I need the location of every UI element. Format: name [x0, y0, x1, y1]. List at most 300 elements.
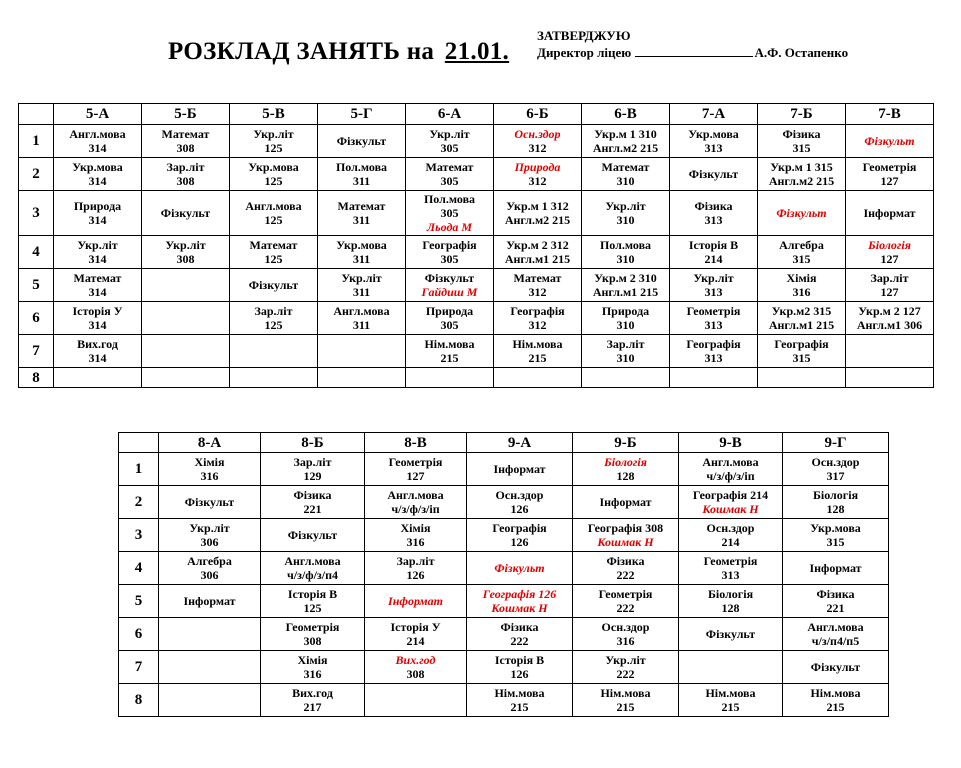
class-header: 5-Г	[318, 104, 406, 125]
lesson-text: 316	[616, 634, 635, 648]
lesson-cell	[230, 158, 318, 191]
lesson-text: Пол.мова	[423, 192, 476, 206]
lesson-text: 127	[880, 174, 899, 188]
lesson-cell	[54, 125, 142, 158]
lesson-text: 127	[880, 285, 899, 299]
class-header: 7-В	[846, 104, 934, 125]
lesson-cell	[758, 335, 846, 368]
lesson-cell	[365, 486, 467, 519]
lesson-text: Фізкульт	[864, 134, 915, 148]
lesson-text: 314	[88, 318, 107, 332]
lesson-text: Біологія	[868, 238, 911, 252]
lesson-text: Історія У	[72, 304, 123, 318]
lesson-cell	[261, 618, 365, 651]
class-header: 8-Б	[261, 433, 365, 453]
corner-cell	[119, 433, 159, 453]
lesson-text: Англ.мова	[807, 620, 864, 634]
lesson-text: Фізкульт	[776, 206, 827, 220]
lesson-number: 8	[119, 684, 159, 717]
lesson-text: Геометрія	[686, 304, 741, 318]
lesson-text: Англ.мова	[333, 304, 390, 318]
lesson-cell	[573, 684, 679, 717]
lesson-text: Укр.м 2 310	[594, 271, 657, 285]
lesson-cell	[494, 125, 582, 158]
lesson-text: Укр.мова	[336, 238, 387, 252]
corner-cell	[19, 104, 54, 125]
lesson-text: 128	[826, 502, 845, 516]
lesson-cell	[670, 335, 758, 368]
lesson-text: 312	[528, 285, 547, 299]
lesson-cell	[846, 191, 934, 236]
lesson-cell	[261, 651, 365, 684]
lesson-text: Льода М	[426, 220, 473, 234]
lesson-text: Фізкульт	[705, 627, 756, 641]
lesson-cell	[573, 486, 679, 519]
lesson-row	[19, 125, 934, 158]
lesson-text: Географія	[510, 304, 565, 318]
lesson-row	[19, 269, 934, 302]
lesson-text: Природа	[425, 304, 474, 318]
lesson-text: 306	[200, 535, 219, 549]
lesson-text: Геометрія	[388, 455, 443, 469]
lesson-text: Укр.мова	[688, 127, 739, 141]
lesson-cell	[54, 236, 142, 269]
lesson-text: Англ.м2 215	[592, 141, 659, 155]
lesson-text: Геометрія	[598, 587, 653, 601]
lesson-text: 129	[303, 469, 322, 483]
lesson-cell	[365, 651, 467, 684]
class-header: 7-А	[670, 104, 758, 125]
lesson-text: Геометрія	[862, 160, 917, 174]
lesson-cell	[261, 684, 365, 717]
lesson-text: 214	[721, 535, 740, 549]
lesson-text: 126	[510, 535, 529, 549]
lesson-text: Осн.здор	[514, 127, 561, 141]
lesson-text: 314	[88, 213, 107, 227]
lesson-cell	[159, 486, 261, 519]
lesson-cell	[406, 302, 494, 335]
lesson-cell	[142, 269, 230, 302]
lesson-cell	[159, 585, 261, 618]
lesson-row	[119, 618, 889, 651]
lesson-text: 316	[792, 285, 811, 299]
lesson-cell	[142, 335, 230, 368]
lesson-row	[119, 486, 889, 519]
lesson-text: Англ.мова	[702, 455, 759, 469]
lesson-text: 222	[616, 667, 635, 681]
lesson-cell	[670, 236, 758, 269]
lesson-cell	[54, 302, 142, 335]
lesson-cell	[318, 236, 406, 269]
lesson-text: Зар.літ	[870, 271, 909, 285]
lesson-cell	[467, 618, 573, 651]
lesson-cell	[783, 618, 889, 651]
lesson-cell	[318, 269, 406, 302]
lesson-cell	[318, 191, 406, 236]
lesson-row	[19, 236, 934, 269]
lesson-text: 316	[200, 469, 219, 483]
lesson-text: Інформат	[388, 594, 443, 608]
lesson-cell	[467, 651, 573, 684]
lesson-number: 3	[19, 191, 54, 236]
lesson-text: Укр.літ	[189, 521, 230, 535]
lesson-cell	[783, 684, 889, 717]
lesson-cell	[670, 368, 758, 388]
lesson-cell	[142, 302, 230, 335]
lesson-cell	[365, 618, 467, 651]
lesson-cell	[365, 519, 467, 552]
lesson-text: Кошмак Н	[702, 502, 759, 516]
lesson-text: Укр.мова	[810, 521, 861, 535]
lesson-text: Укр.м 1 312	[506, 199, 569, 213]
lesson-cell	[783, 585, 889, 618]
lesson-cell	[670, 302, 758, 335]
lesson-text: 125	[264, 252, 283, 266]
lesson-text: Фізкульт	[160, 206, 211, 220]
lesson-cell	[318, 302, 406, 335]
lesson-text: 311	[352, 174, 371, 188]
schedule-table-grades-5-7	[18, 103, 934, 388]
lesson-number: 2	[19, 158, 54, 191]
lesson-cell	[783, 453, 889, 486]
lesson-cell	[679, 651, 783, 684]
lesson-cell	[230, 269, 318, 302]
lesson-cell	[783, 519, 889, 552]
lesson-text: Нім.мова	[512, 337, 563, 351]
lesson-text: 310	[616, 213, 635, 227]
lesson-text: Фізика	[606, 554, 645, 568]
approval-block	[537, 27, 848, 61]
lesson-text: 312	[528, 318, 547, 332]
schedule-table-grades-8-9	[118, 432, 889, 717]
lesson-text: Математ	[73, 271, 122, 285]
lesson-text: Фізика	[694, 199, 733, 213]
lesson-text: Інформат	[809, 561, 862, 575]
lesson-text: Геометрія	[703, 554, 758, 568]
lesson-cell	[582, 269, 670, 302]
lesson-text: Вих.год	[395, 653, 436, 667]
lesson-cell	[494, 158, 582, 191]
lesson-cell	[406, 191, 494, 236]
lesson-cell	[582, 302, 670, 335]
lesson-cell	[494, 236, 582, 269]
page-title	[168, 38, 509, 66]
lesson-cell	[494, 368, 582, 388]
lesson-text: 316	[303, 667, 322, 681]
lesson-row	[119, 519, 889, 552]
lesson-cell	[679, 453, 783, 486]
lesson-text: Нім.мова	[705, 686, 756, 700]
lesson-text: 308	[176, 252, 195, 266]
lesson-text: Гайдиш М	[421, 285, 478, 299]
lesson-cell	[365, 552, 467, 585]
lesson-cell	[846, 302, 934, 335]
lesson-text: Геометрія	[285, 620, 340, 634]
lesson-text: 305	[440, 174, 459, 188]
lesson-text: Математ	[513, 271, 562, 285]
lesson-text: Історія В	[287, 587, 338, 601]
lesson-text: Нім.мова	[424, 337, 475, 351]
lesson-text: Історія В	[494, 653, 545, 667]
lesson-text: 127	[880, 252, 899, 266]
lesson-text: 128	[721, 601, 740, 615]
lesson-text: Англ.м2 215	[768, 174, 835, 188]
lesson-text: 126	[510, 502, 529, 516]
lesson-text: 314	[88, 351, 107, 365]
lesson-text: 313	[704, 285, 723, 299]
lesson-cell	[582, 191, 670, 236]
lesson-text: Географія 214	[692, 488, 769, 502]
lesson-text: Фізика	[782, 127, 821, 141]
lesson-cell	[159, 618, 261, 651]
lesson-text: Фізкульт	[287, 528, 338, 542]
lesson-cell	[230, 368, 318, 388]
lesson-text: Осн.здор	[706, 521, 755, 535]
lesson-text: Алгебра	[187, 554, 232, 568]
lesson-number: 1	[119, 453, 159, 486]
lesson-number: 1	[19, 125, 54, 158]
lesson-text: Англ.мова	[69, 127, 126, 141]
lesson-text: Пол.мова	[599, 238, 652, 252]
lesson-row	[19, 158, 934, 191]
lesson-text: Біологія	[812, 488, 859, 502]
lesson-row	[19, 191, 934, 236]
lesson-cell	[467, 453, 573, 486]
lesson-text: 215	[528, 351, 547, 365]
lesson-text: Кошмак Н	[597, 535, 654, 549]
lesson-cell	[230, 125, 318, 158]
lesson-cell	[573, 585, 679, 618]
lesson-text: 128	[616, 469, 635, 483]
lesson-text: 305	[440, 252, 459, 266]
lesson-cell	[467, 684, 573, 717]
lesson-cell	[406, 368, 494, 388]
class-header: 9-А	[467, 433, 573, 453]
lesson-text: 222	[510, 634, 529, 648]
lesson-text: Зар.літ	[606, 337, 645, 351]
lesson-text: Англ.м1 215	[592, 285, 659, 299]
lesson-text: Англ.м2 215	[504, 213, 571, 227]
lesson-cell	[582, 236, 670, 269]
lesson-text: Осн.здор	[495, 488, 544, 502]
lesson-text: Математ	[249, 238, 298, 252]
approval-role: Директор ліцею	[537, 45, 632, 60]
lesson-text: 215	[721, 700, 740, 714]
lesson-text: 308	[406, 667, 425, 681]
lesson-text: Нім.мова	[494, 686, 545, 700]
class-header: 5-Б	[142, 104, 230, 125]
lesson-text: Зар.літ	[254, 304, 293, 318]
lesson-cell	[54, 158, 142, 191]
approval-name: А.Ф. Остапенко	[754, 45, 849, 60]
lesson-text: Укр.мова	[72, 160, 123, 174]
lesson-text: Математ	[425, 160, 474, 174]
lesson-text: Зар.літ	[396, 554, 435, 568]
lesson-cell	[582, 368, 670, 388]
lesson-cell	[467, 552, 573, 585]
class-header: 5-В	[230, 104, 318, 125]
lesson-text: 315	[792, 351, 811, 365]
lesson-number: 6	[119, 618, 159, 651]
lesson-text: Алгебра	[779, 238, 824, 252]
lesson-number: 5	[19, 269, 54, 302]
lesson-cell	[679, 684, 783, 717]
lesson-cell	[846, 368, 934, 388]
lesson-cell	[261, 486, 365, 519]
lesson-text: 305	[440, 318, 459, 332]
lesson-cell	[261, 519, 365, 552]
lesson-text: Географія	[686, 337, 741, 351]
lesson-text: Фізкульт	[248, 278, 299, 292]
lesson-text: Зар.літ	[293, 455, 332, 469]
lesson-text: 221	[826, 601, 845, 615]
lesson-text: 310	[616, 351, 635, 365]
lesson-text: Інформат	[599, 495, 652, 509]
lesson-cell	[679, 618, 783, 651]
lesson-cell	[679, 519, 783, 552]
lesson-cell	[670, 191, 758, 236]
lesson-text: 126	[510, 667, 529, 681]
lesson-text: Географія	[774, 337, 829, 351]
lesson-text: 314	[88, 141, 107, 155]
lesson-text: 308	[176, 141, 195, 155]
class-header: 8-А	[159, 433, 261, 453]
lesson-text: Укр.м 2 127	[858, 304, 921, 318]
lesson-number: 8	[19, 368, 54, 388]
lesson-cell	[318, 125, 406, 158]
lesson-text: 317	[826, 469, 845, 483]
lesson-text: Географія 126	[482, 587, 557, 601]
lesson-cell	[54, 368, 142, 388]
lesson-number: 4	[119, 552, 159, 585]
lesson-text: Фізкульт	[688, 167, 739, 181]
lesson-row	[19, 335, 934, 368]
lesson-text: Фізика	[293, 488, 332, 502]
lesson-text: Фізкульт	[810, 660, 861, 674]
lesson-text: 217	[303, 700, 322, 714]
lesson-cell	[494, 302, 582, 335]
lesson-text: ч/з/ф/з/іп	[391, 502, 440, 516]
lesson-text: Кошмак Н	[491, 601, 548, 615]
lesson-text: Укр.літ	[253, 127, 294, 141]
class-header: 7-Б	[758, 104, 846, 125]
lesson-text: Осн.здор	[601, 620, 650, 634]
lesson-cell	[582, 125, 670, 158]
lesson-text: Вих.год	[292, 686, 333, 700]
lesson-cell	[318, 158, 406, 191]
lesson-text: 308	[176, 174, 195, 188]
title-date: 21.01.	[444, 38, 510, 65]
lesson-text: ч/з/ф/з/іп	[706, 469, 755, 483]
lesson-cell	[679, 486, 783, 519]
lesson-cell	[467, 486, 573, 519]
lesson-text: Історія В	[688, 238, 739, 252]
lesson-text: 313	[704, 351, 723, 365]
lesson-row	[119, 585, 889, 618]
lesson-cell	[406, 269, 494, 302]
lesson-cell	[159, 651, 261, 684]
signature-line	[635, 45, 753, 57]
lesson-text: Укр.літ	[341, 271, 382, 285]
lesson-text: Хімія	[786, 271, 817, 285]
lesson-cell	[494, 335, 582, 368]
lesson-cell	[758, 269, 846, 302]
lesson-row	[119, 684, 889, 717]
lesson-text: 310	[616, 318, 635, 332]
lesson-cell	[230, 302, 318, 335]
lesson-text: Природа	[601, 304, 650, 318]
lesson-number: 3	[119, 519, 159, 552]
lesson-text: 222	[616, 601, 635, 615]
lesson-text: Географія 308	[587, 521, 664, 535]
lesson-text: Фізкульт	[336, 134, 387, 148]
lesson-text: 315	[792, 252, 811, 266]
lesson-cell	[494, 191, 582, 236]
lesson-cell	[142, 236, 230, 269]
lesson-cell	[261, 552, 365, 585]
lesson-cell	[54, 191, 142, 236]
lesson-cell	[783, 486, 889, 519]
lesson-text: Укр.літ	[605, 199, 646, 213]
lesson-cell	[670, 269, 758, 302]
approval-title: ЗАТВЕРДЖУЮ	[537, 28, 631, 43]
lesson-text: Математ	[601, 160, 650, 174]
lesson-cell	[142, 158, 230, 191]
lesson-text: 312	[528, 174, 547, 188]
lesson-cell	[670, 158, 758, 191]
lesson-cell	[758, 158, 846, 191]
lesson-text: 215	[440, 351, 459, 365]
lesson-text: 314	[88, 174, 107, 188]
lesson-cell	[573, 651, 679, 684]
lesson-text: Укр.літ	[693, 271, 734, 285]
lesson-text: 221	[303, 502, 322, 516]
lesson-cell	[670, 125, 758, 158]
lesson-text: 305	[440, 206, 459, 220]
lesson-text: 308	[303, 634, 322, 648]
lesson-cell	[758, 236, 846, 269]
lesson-cell	[758, 368, 846, 388]
lesson-text: 127	[406, 469, 425, 483]
table-header-row	[19, 104, 934, 125]
lesson-text: 311	[352, 213, 371, 227]
lesson-text: Англ.мова	[284, 554, 341, 568]
title-text: РОЗКЛАД ЗАНЯТЬ на	[168, 38, 435, 65]
lesson-row	[119, 552, 889, 585]
lesson-text: Укр.літ	[77, 238, 118, 252]
lesson-text: 313	[721, 568, 740, 582]
lesson-text: Укр.м 1 310	[594, 127, 657, 141]
lesson-text: Географія	[422, 238, 477, 252]
table-header-row	[119, 433, 889, 453]
lesson-text: 313	[704, 318, 723, 332]
lesson-text: Укр.літ	[605, 653, 646, 667]
lesson-cell	[230, 335, 318, 368]
lesson-text: 314	[88, 252, 107, 266]
lesson-cell	[318, 335, 406, 368]
lesson-text: Англ.мова	[387, 488, 444, 502]
lesson-text: 215	[510, 700, 529, 714]
lesson-number: 5	[119, 585, 159, 618]
lesson-text: Географія	[492, 521, 547, 535]
lesson-text: 125	[264, 318, 283, 332]
lesson-text: Інформат	[493, 462, 546, 476]
lesson-text: 215	[616, 700, 635, 714]
class-header: 6-Б	[494, 104, 582, 125]
lesson-text: 311	[352, 318, 371, 332]
lesson-text: Фізика	[816, 587, 855, 601]
lesson-text: 313	[704, 141, 723, 155]
